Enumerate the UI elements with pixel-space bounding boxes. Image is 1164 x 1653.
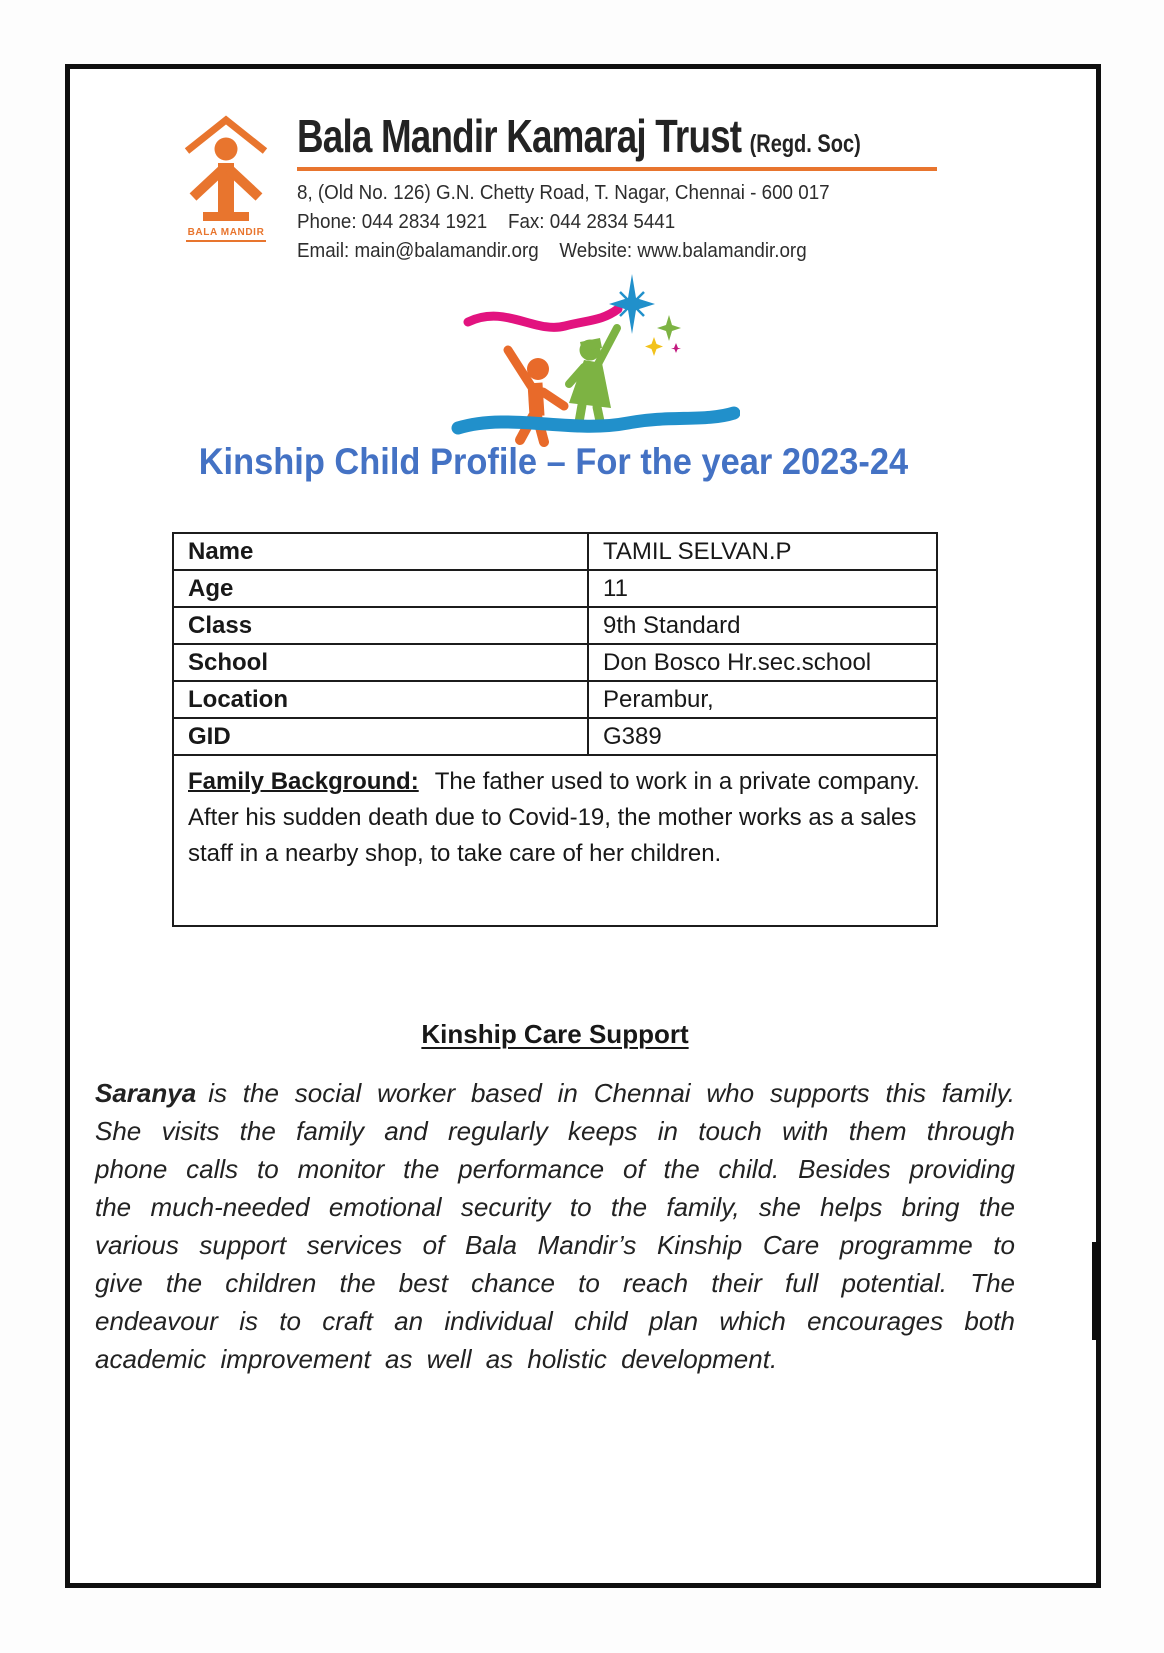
age-label: Age [173,570,588,607]
orange-divider [297,167,937,171]
support-heading-row [172,1019,938,1050]
gid-label: GID [173,718,588,755]
table-row-gid [173,718,937,755]
scan-artifact [1092,1242,1101,1340]
table-row-school [173,644,937,681]
org-phone-fax-line [297,208,917,237]
org-phone: Phone: 044 2834 1921 [297,211,488,233]
location-label: Location [173,681,588,718]
school-value: Don Bosco Hr.sec.school [588,644,937,681]
org-email-web-line [297,237,917,266]
class-value: 9th Standard [588,607,937,644]
org-email: Email: main@balamandir.org [297,240,539,262]
social-worker-name: Saranya [95,1078,197,1108]
name-value: TAMIL SELVAN.P [588,533,937,570]
school-label: School [173,644,588,681]
gid-value: G389 [588,718,937,755]
support-body-text: is the social worker based in Chennai who supports this family. She visits the family and regularly keeps in touch with them through phone calls to monitor the performance of the child. Besides providing the much-needed emotional security to the family, she helps bring the various support services of Bala Mandir’s Kinship Care programme to give the children the best chance to reach their full potential. The endeavour is to craft an individual child plan which encourages both academic improvement as well as holistic development. [95,1078,1015,1374]
org-name: Bala Mandir Kamaraj Trust [297,110,742,162]
children-stars-logo [450,268,740,448]
house-person-icon [182,112,270,222]
logo-caption: BALA MANDIR [186,227,267,242]
org-registration-suffix: (Regd. Soc) [749,130,861,158]
org-contact-block [297,179,917,266]
family-background-label: Family Background: [188,768,419,795]
document-title: Kinship Child Profile – For the year 2023-24 [198,441,908,482]
table-row-name [173,533,937,570]
org-website: Website: www.balamandir.org [559,240,807,262]
support-heading: Kinship Care Support [421,1019,689,1049]
org-fax: Fax: 044 2834 5441 [507,211,676,233]
page-border-frame [65,64,1101,1588]
table-row-family-background [173,755,937,926]
name-label: Name [173,533,588,570]
class-label: Class [173,607,588,644]
age-value: 11 [588,570,937,607]
org-title-line [297,109,861,163]
profile-table [172,532,938,927]
family-background-text: The father used to work in a private company. After his sudden death due to Covid-19, the mother works as a sales staff in a nearby shop, to take care of her children. [188,768,920,867]
table-row-age [173,570,937,607]
document-title-row [170,441,936,483]
children-stars-icon [450,268,740,448]
org-address: 8, (Old No. 126) G.N. Chetty Road, T. Nagar, Chennai - 600 017 [297,182,830,204]
table-row-class [173,607,937,644]
support-paragraph [95,1074,1015,1378]
bala-mandir-logo [180,112,272,246]
family-background-cell [173,755,937,926]
location-value: Perambur, [588,681,937,718]
letterhead-text [297,109,957,266]
table-row-location [173,681,937,718]
